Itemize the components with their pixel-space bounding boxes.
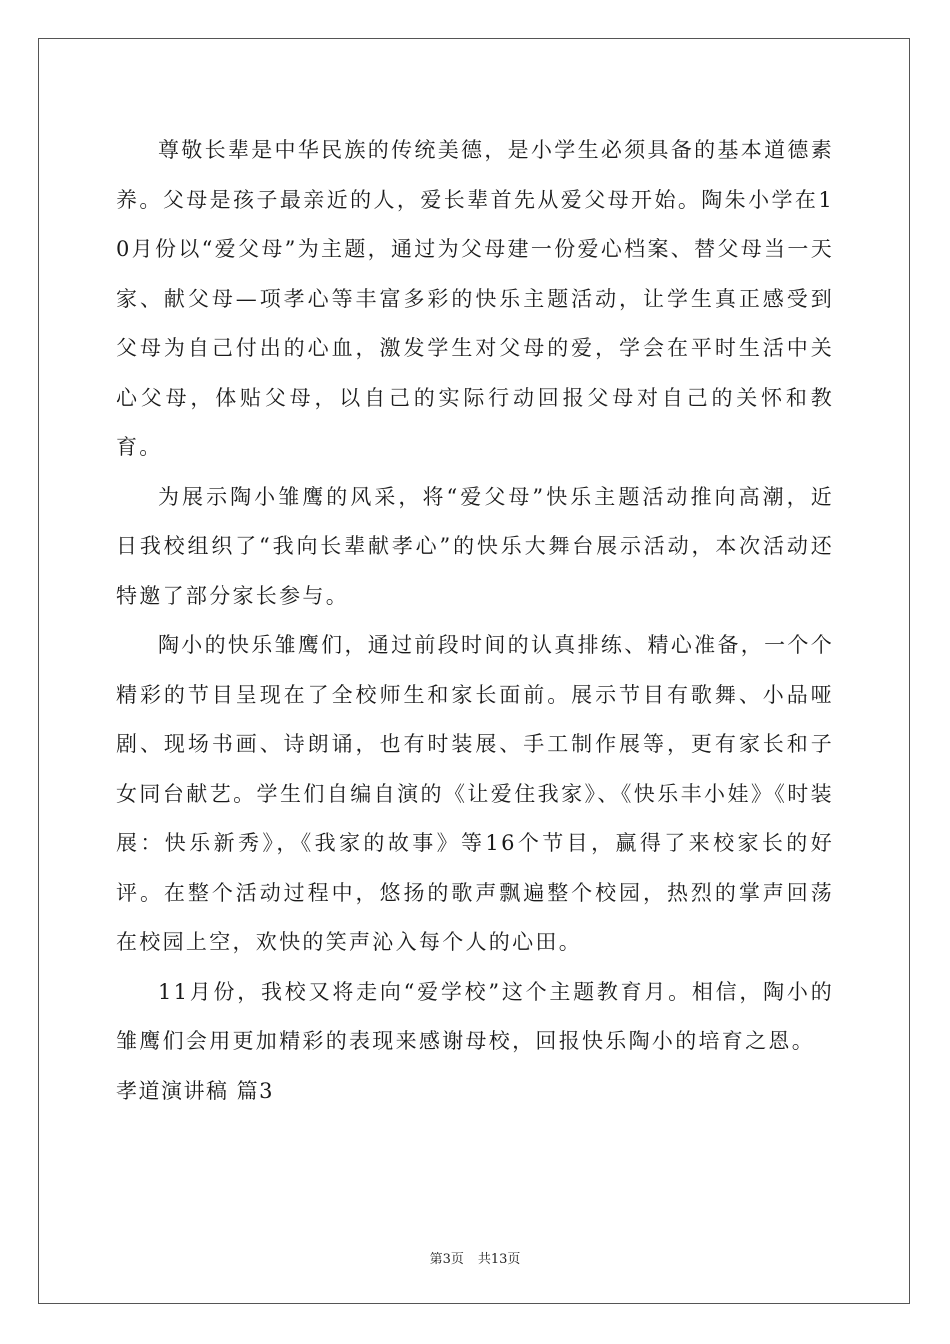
section-heading: 孝道演讲稿 篇3	[116, 1078, 275, 1103]
paragraph-3: 陶小的快乐雏鹰们，通过前段时间的认真排练、精心准备，一个个精彩的节目呈现在了全校师生和家长面前。展示节目有歌舞、小品哑剧、现场书画、诗朗诵，也有时装展、手工制作展等，更有家长和子女同台献艺。学生们自编自演的《让爱住我家》、《快乐丰小娃》《时装展：快乐新秀》，《我家的故事》等16个节目，赢得了来校家长的好评。在整个活动过程中，悠扬的歌声飘遍整个校园，热烈的掌声回荡在校园上空，欢快的笑声沁入每个人的心田。	[116, 633, 834, 954]
document-body	[116, 126, 834, 1116]
page-number: 第3页	[429, 1252, 464, 1267]
page-footer	[0, 1248, 950, 1267]
paragraph-1: 尊敬长辈是中华民族的传统美德，是小学生必须具备的基本道德素养。父母是孩子最亲近的人，爱长辈首先从爱父母开始。陶朱小学在10月份以“爱父母”为主题，通过为父母建一份爱心档案、替父母当一天家、献父母—项孝心等丰富多彩的快乐主题活动，让学生真正感受到父母为自己付出的心血，激发学生对父母的爱，学会在平时生活中关心父母，体贴父母，以自己的实际行动回报父母对自己的关怀和教育。	[116, 138, 834, 459]
paragraph-2: 为展示陶小雏鹰的风采，将“爱父母”快乐主题活动推向高潮，近日我校组织了“我向长辈献孝心”的快乐大舞台展示活动，本次活动还特邀了部分家长参与。	[116, 484, 834, 608]
page-total: 共13页	[477, 1252, 521, 1267]
paragraph-4: 11月份，我校又将走向“爱学校”这个主题教育月。相信，陶小的雏鹰们会用更加精彩的表现来感谢母校，回报快乐陶小的培育之恩。	[116, 979, 834, 1053]
